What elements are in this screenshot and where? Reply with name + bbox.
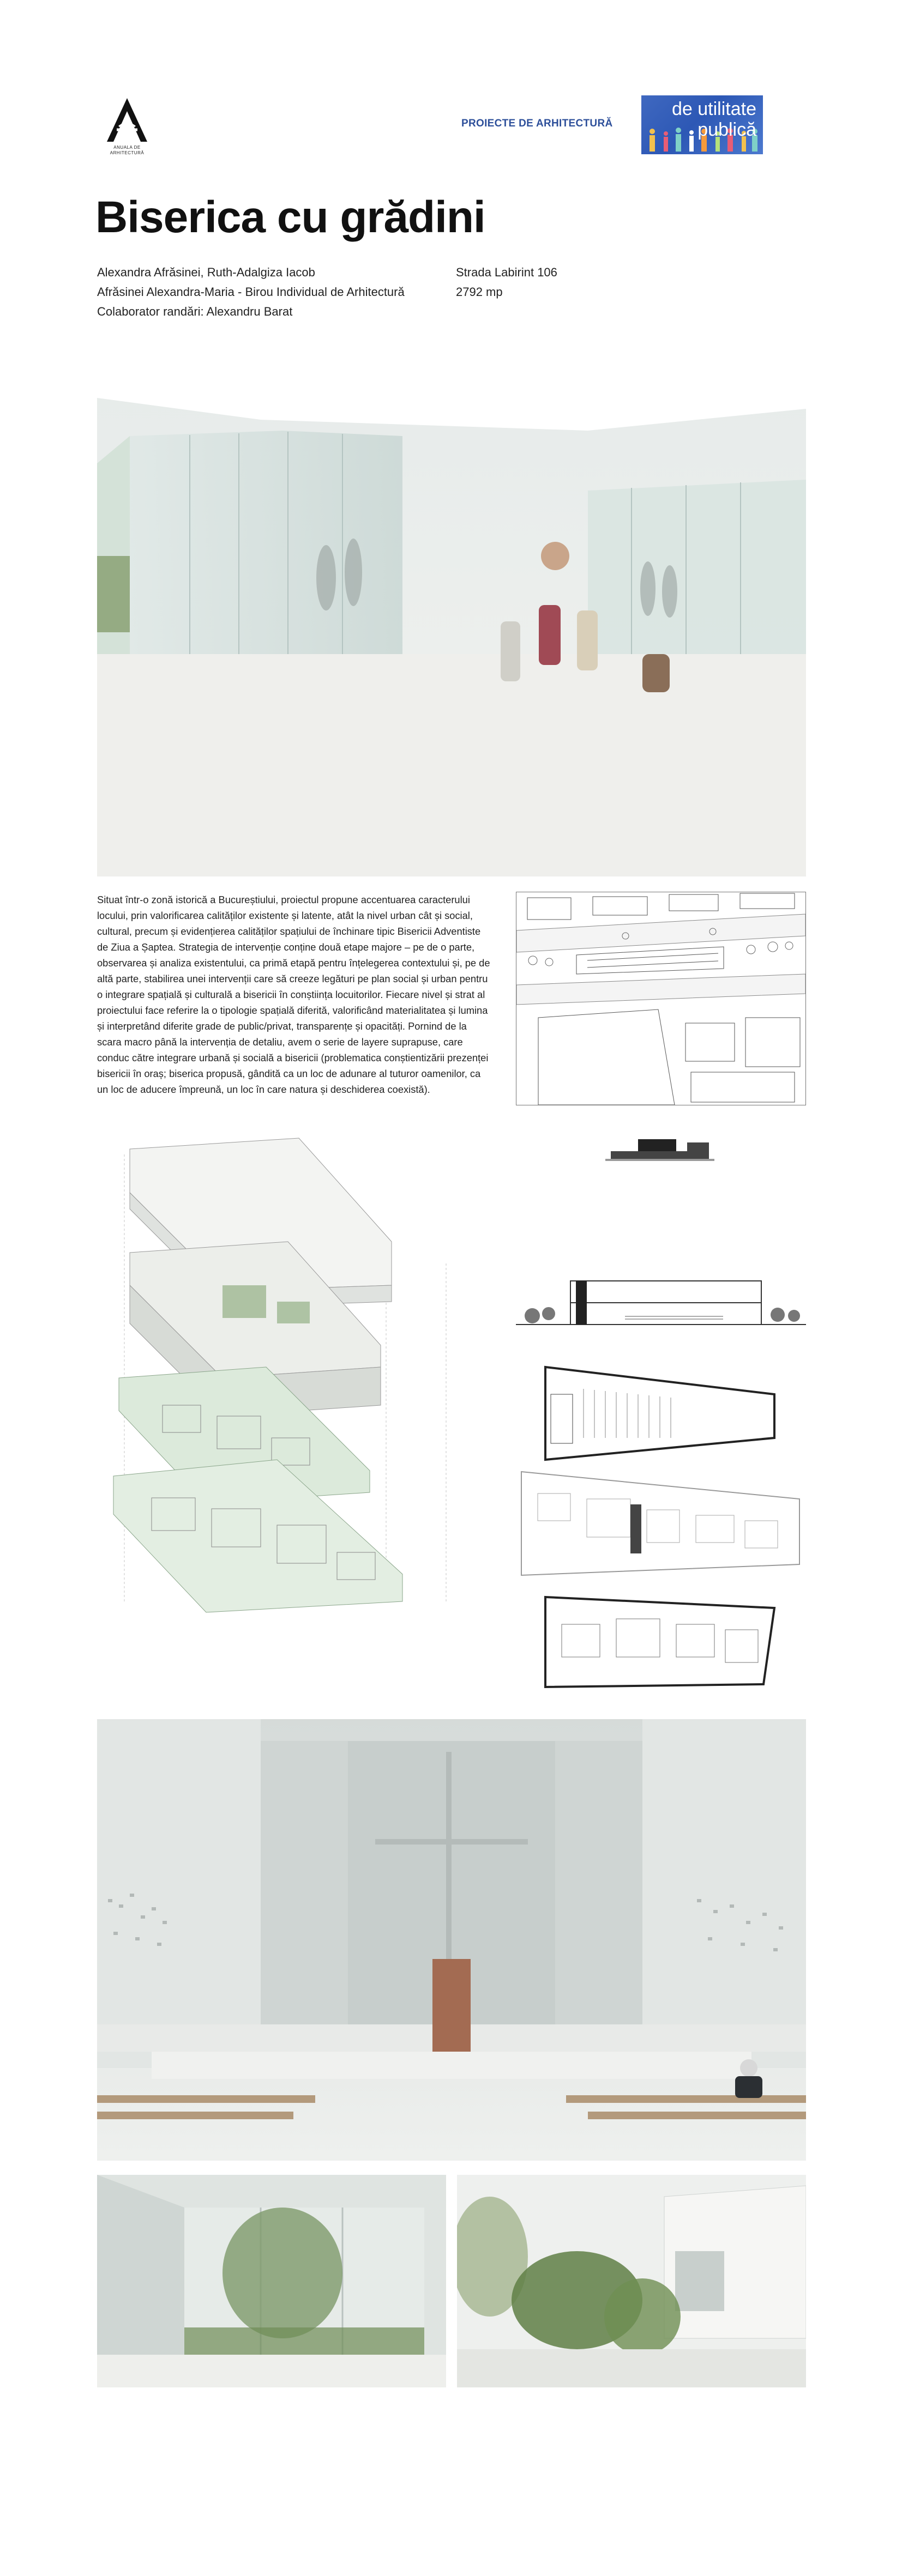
address: Strada Labirint 106 (456, 265, 557, 279)
garden-rendering-left (97, 2175, 446, 2387)
section-label: PROIECTE DE ARHITECTURĂ (461, 118, 613, 129)
floor-plan-ground (534, 1592, 785, 1690)
authors-block (97, 263, 405, 322)
project-description: Situat într-o zonă istorică a Bucureștiului, proiectul propune accentuarea caracterului locului, prin valorificarea calităților existente și latente, atât la nivel urban cât și social, cultural, precum și evidențierea calităților spațiului de închinare tipic Bisericii Adventiste de Ziua a Șaptea. Strategia de intervenție conține două etape majore – pe de o parte, observarea și analiza existentului, ca primă etapă pentru înțelegerea contextului și, pe de altă parte, stabilirea unei intervenții care să creeze legături pe plan social și urban pentru o integrare spațială și culturală a bisericii în conștiința locuitorilor. Fiecare nivel și strat al proiectului face referire la o tipologie spațială diferită, valorificând materialitatea și lumina și interpretând diferite grade de public/privat, transparențe și opacități. Pornind de la scara macro până la intervenția de detaliu, avem o serie de layere suprapuse, care conduc către integrare urbană și socială a bisericii (problematica conștientizării prezenței bisericii în oraș; biserica propusă, gândită ca un loc de adunare al tuturor oamenilor, ca un loc de aducere împreună, un loc în care natura și deschiderea coexistă). (97, 894, 490, 1095)
site-plan-drawing (516, 892, 806, 1105)
collaborator-line: Colaborator randări: Alexandru Barat (97, 305, 293, 318)
garden-rendering-right (457, 2175, 806, 2387)
logo-caption: ANUALA DE ARHITECTURĂ (110, 145, 145, 155)
location-block (456, 263, 557, 302)
elevation-drawing (605, 1137, 714, 1163)
logo (97, 96, 157, 161)
badge-line-2: publică (697, 119, 756, 140)
interior-rendering (97, 1719, 806, 2161)
office-line: Afrăsinei Alexandra-Maria - Birou Individual de Arhitectură (97, 285, 405, 299)
axonometric-drawing (97, 1122, 479, 1629)
section-drawing (516, 1270, 806, 1337)
floor-plan-middle (516, 1466, 806, 1581)
area: 2792 mp (456, 285, 503, 299)
badge-line-1: de utilitate (672, 99, 756, 119)
program-badge (641, 95, 763, 154)
authors-line: Alexandra Afrăsinei, Ruth-Adalgiza Iacob (97, 265, 315, 279)
page-title: Biserica cu grădini (95, 192, 485, 242)
hero-rendering (97, 349, 806, 876)
floor-plan-upper (534, 1356, 785, 1465)
